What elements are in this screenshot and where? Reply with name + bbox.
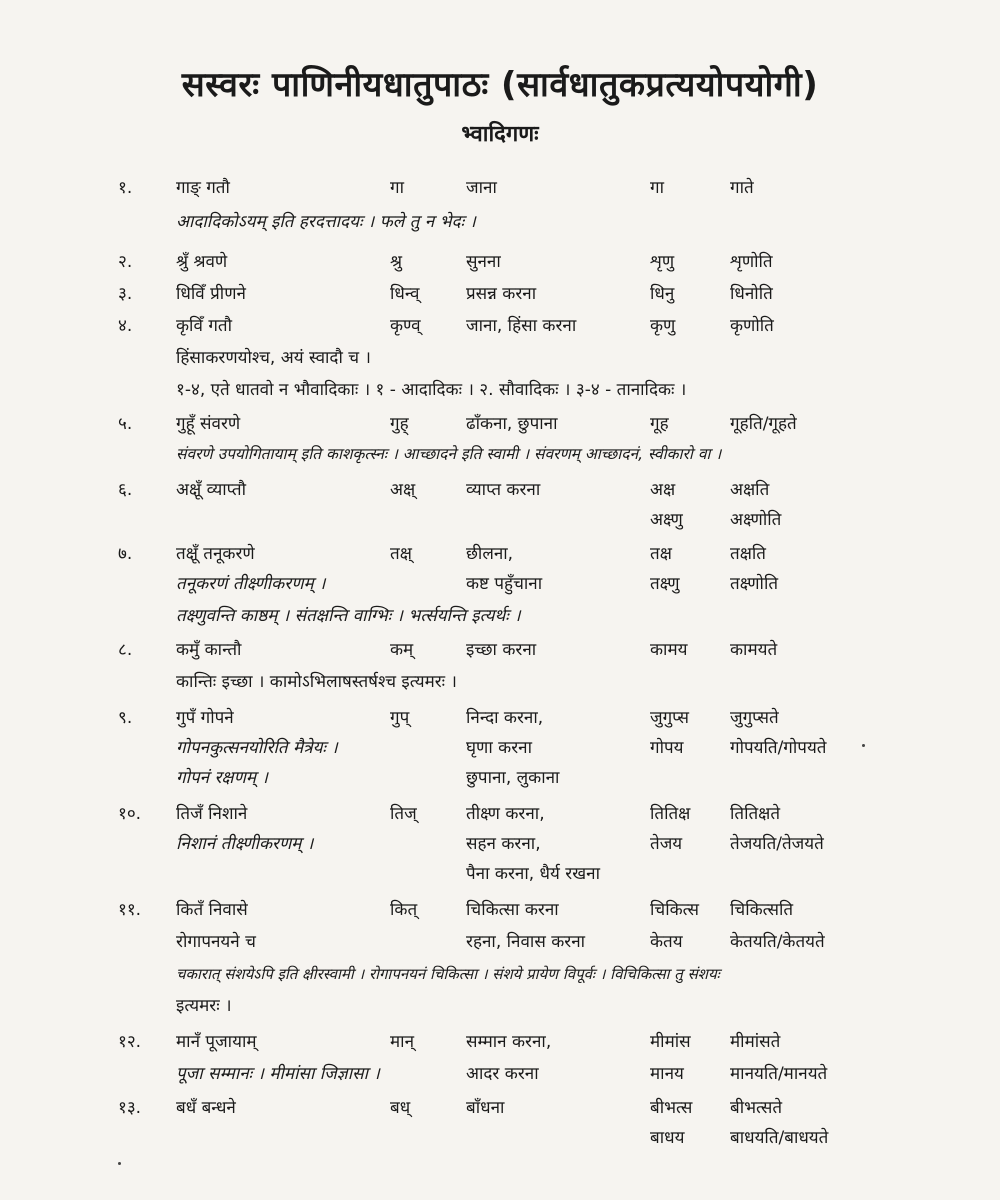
- note-line: संवरणे उपयोगितायाम् इति काशकृत्स्नः । आच्छादने इति स्वामी । संवरणम् आच्छादनं, स्वीकारो वा ।: [176, 445, 722, 463]
- present-stem: कृणु: [650, 316, 676, 336]
- dhatu-meaning: इच्छा करना: [466, 640, 537, 660]
- verb-form: कामयते: [730, 640, 778, 660]
- dhatu-sutra: कृविँ गतौ: [176, 316, 232, 336]
- entry-number: ३.: [118, 284, 133, 304]
- present-stem: अक्ष: [650, 480, 676, 500]
- page-subtitle: भ्वादिगणः: [461, 122, 539, 147]
- dhatu-sutra: मानँ पूजायाम्: [176, 1032, 257, 1052]
- gloss-line: निशानं तीक्ष्णीकरणम् ।: [176, 834, 314, 854]
- dhatu-root: धिन्व्: [390, 284, 420, 304]
- present-stem: गा: [650, 178, 664, 198]
- dhatu-root: गुप्: [390, 708, 410, 728]
- dhatu-sutra: श्रुँ श्रवणे: [176, 252, 228, 272]
- note-line: इत्यमरः ।: [176, 996, 232, 1016]
- verb-form: तक्ष्णोति: [730, 574, 779, 594]
- dhatu-meaning: छीलना,: [466, 544, 514, 564]
- dhatu-sutra: अक्षूँ व्याप्तौ: [176, 480, 246, 500]
- gloss-line: रोगापनयने च: [176, 932, 256, 952]
- verb-form: मीमांसते: [730, 1032, 781, 1052]
- verb-form: तेजयति/तेजयते: [730, 834, 824, 854]
- present-stem: तितिक्ष: [650, 804, 691, 824]
- dhatu-meaning: पैना करना, धैर्य रखना: [466, 864, 600, 884]
- entry-number: ६.: [118, 480, 133, 500]
- dhatu-meaning: जाना: [466, 178, 497, 198]
- dhatu-sutra: कितँ निवासे: [176, 900, 248, 920]
- present-stem: मीमांस: [650, 1032, 691, 1052]
- dhatu-meaning: रहना, निवास करना: [466, 932, 586, 952]
- dhatu-meaning: प्रसन्न करना: [466, 284, 537, 304]
- note-line: तक्ष्णुवन्ति काष्ठम् । संतक्षन्ति वाग्भिः । भर्त्सयन्ति इत्यर्थः ।: [176, 606, 521, 626]
- gloss-line: गोपनं रक्षणम् ।: [176, 768, 268, 788]
- gloss-line: तनूकरणं तीक्ष्णीकरणम् ।: [176, 574, 326, 594]
- entry-number: १३.: [118, 1098, 142, 1118]
- present-stem: तक्ष: [650, 544, 672, 564]
- entry-number: ७.: [118, 544, 133, 564]
- scan-speck: [862, 744, 865, 747]
- dhatu-root: कित्: [390, 900, 418, 920]
- page-title: सस्वरः पाणिनीयधातुपाठः (सार्वधातुकप्रत्ययोपयोगी): [181, 65, 819, 105]
- verb-form: अक्ष्णोति: [730, 510, 782, 530]
- dhatu-root: तिज्: [390, 804, 417, 824]
- dhatu-sutra: बधँ बन्धने: [176, 1098, 236, 1118]
- dhatu-meaning: ढाँकना, छुपाना: [466, 414, 558, 434]
- verb-form: तक्षति: [730, 544, 766, 564]
- dhatu-meaning: चिकित्सा करना: [466, 900, 559, 920]
- verb-form: बाधयति/बाधयते: [730, 1128, 829, 1148]
- verb-form: जुगुप्सते: [730, 708, 779, 728]
- verb-form: केतयति/केतयते: [730, 932, 825, 952]
- present-stem: बाधय: [650, 1128, 685, 1148]
- verb-form: गूहति/गूहते: [730, 414, 797, 434]
- entry-number: ९.: [118, 708, 133, 728]
- dhatu-root: अक्ष्: [390, 480, 416, 500]
- note-line: चकारात् संशयेऽपि इति क्षीरस्वामी । रोगापनयनं चिकित्सा । संशये प्रायेण विपूर्वः । विचिकित्सा तु संशयः: [176, 965, 720, 983]
- verb-form: अक्षति: [730, 480, 770, 500]
- dhatu-meaning: आदर करना: [466, 1064, 539, 1084]
- present-stem: शृणु: [650, 252, 675, 272]
- dhatu-meaning: निन्दा करना,: [466, 708, 544, 728]
- present-stem: गोपय: [650, 738, 684, 758]
- gloss-line: पूजा सम्मानः । मीमांसा जिज्ञासा ।: [176, 1064, 380, 1084]
- note-line: कान्तिः इच्छा । कामोऽभिलाषस्तर्षश्च इत्यमरः ।: [176, 672, 457, 692]
- dhatu-root: तक्ष्: [390, 544, 412, 564]
- dhatu-meaning: तीक्ष्ण करना,: [466, 804, 545, 824]
- dhatu-meaning: सुनना: [466, 252, 501, 272]
- note-line: आदादिकोऽयम् इति हरदत्तादयः । फले तु न भेदः ।: [176, 212, 476, 232]
- verb-form: शृणोति: [730, 252, 773, 272]
- note-line: १-४, एते धातवो न भौवादिकाः । १ - आदादिकः । २. सौवादिकः । ३-४ - तानादिकः ।: [176, 380, 687, 400]
- dhatu-sutra: तिजँ निशाने: [176, 804, 248, 824]
- present-stem: चिकित्स: [650, 900, 700, 920]
- entry-number: १२.: [118, 1032, 142, 1052]
- verb-form: बीभत्सते: [730, 1098, 783, 1118]
- verb-form: मानयति/मानयते: [730, 1064, 828, 1084]
- gloss-line: गोपनकुत्सनयोरिति मैत्रेयः ।: [176, 738, 338, 758]
- present-stem: कामय: [650, 640, 688, 660]
- entry-number: ४.: [118, 316, 133, 336]
- dhatu-meaning: सहन करना,: [466, 834, 541, 854]
- entry-number: ८.: [118, 640, 133, 660]
- dhatu-meaning: बाँधना: [466, 1098, 505, 1118]
- entry-number: ५.: [118, 414, 133, 434]
- entry-number: ११.: [118, 900, 142, 920]
- present-stem: तेजय: [650, 834, 683, 854]
- verb-form: धिनोति: [730, 284, 773, 304]
- verb-form: तितिक्षते: [730, 804, 781, 824]
- dhatu-sutra: गुहूँ संवरणे: [176, 414, 241, 434]
- dhatu-meaning: कष्ट पहुँचाना: [466, 574, 543, 594]
- present-stem: मानय: [650, 1064, 684, 1084]
- present-stem: अक्ष्णु: [650, 510, 683, 530]
- dhatu-root: श्रु: [390, 252, 403, 272]
- verb-form: गोपयति/गोपयते: [730, 738, 827, 758]
- dhatu-meaning: जाना, हिंसा करना: [466, 316, 577, 336]
- dhatu-sutra: धिविँ प्रीणने: [176, 284, 246, 304]
- dhatu-sutra: कमुँ कान्तौ: [176, 640, 242, 660]
- dhatu-meaning: छुपाना, लुकाना: [466, 768, 560, 788]
- dhatu-root: गा: [390, 178, 404, 198]
- present-stem: तक्ष्णु: [650, 574, 680, 594]
- verb-form: गाते: [730, 178, 754, 198]
- verb-form: चिकित्सति: [730, 900, 794, 920]
- present-stem: बीभत्स: [650, 1098, 693, 1118]
- dhatu-root: बध्: [390, 1098, 411, 1118]
- verb-form: कृणोति: [730, 316, 774, 336]
- note-line: हिंसाकरणयोश्च, अयं स्वादौ च ।: [176, 348, 371, 368]
- entry-number: २.: [118, 252, 133, 272]
- dhatu-meaning: घृणा करना: [466, 738, 532, 758]
- dhatu-root: कम्: [390, 640, 414, 660]
- dhatu-sutra: गाङ् गतौ: [176, 178, 230, 198]
- present-stem: केतय: [650, 932, 683, 952]
- scan-speck: [118, 1162, 121, 1165]
- dhatu-root: मान्: [390, 1032, 415, 1052]
- present-stem: जुगुप्स: [650, 708, 690, 728]
- dhatu-meaning: सम्मान करना,: [466, 1032, 552, 1052]
- dhatu-root: गुह्: [390, 414, 409, 434]
- present-stem: गूह: [650, 414, 669, 434]
- dhatu-sutra: गुपँ गोपने: [176, 708, 234, 728]
- dhatu-sutra: तक्षूँ तनूकरणे: [176, 544, 255, 564]
- present-stem: धिनु: [650, 284, 675, 304]
- dhatu-root: कृण्व्: [390, 316, 421, 336]
- entry-number: १.: [118, 178, 133, 198]
- dhatu-meaning: व्याप्त करना: [466, 480, 541, 500]
- entry-number: १०.: [118, 804, 142, 824]
